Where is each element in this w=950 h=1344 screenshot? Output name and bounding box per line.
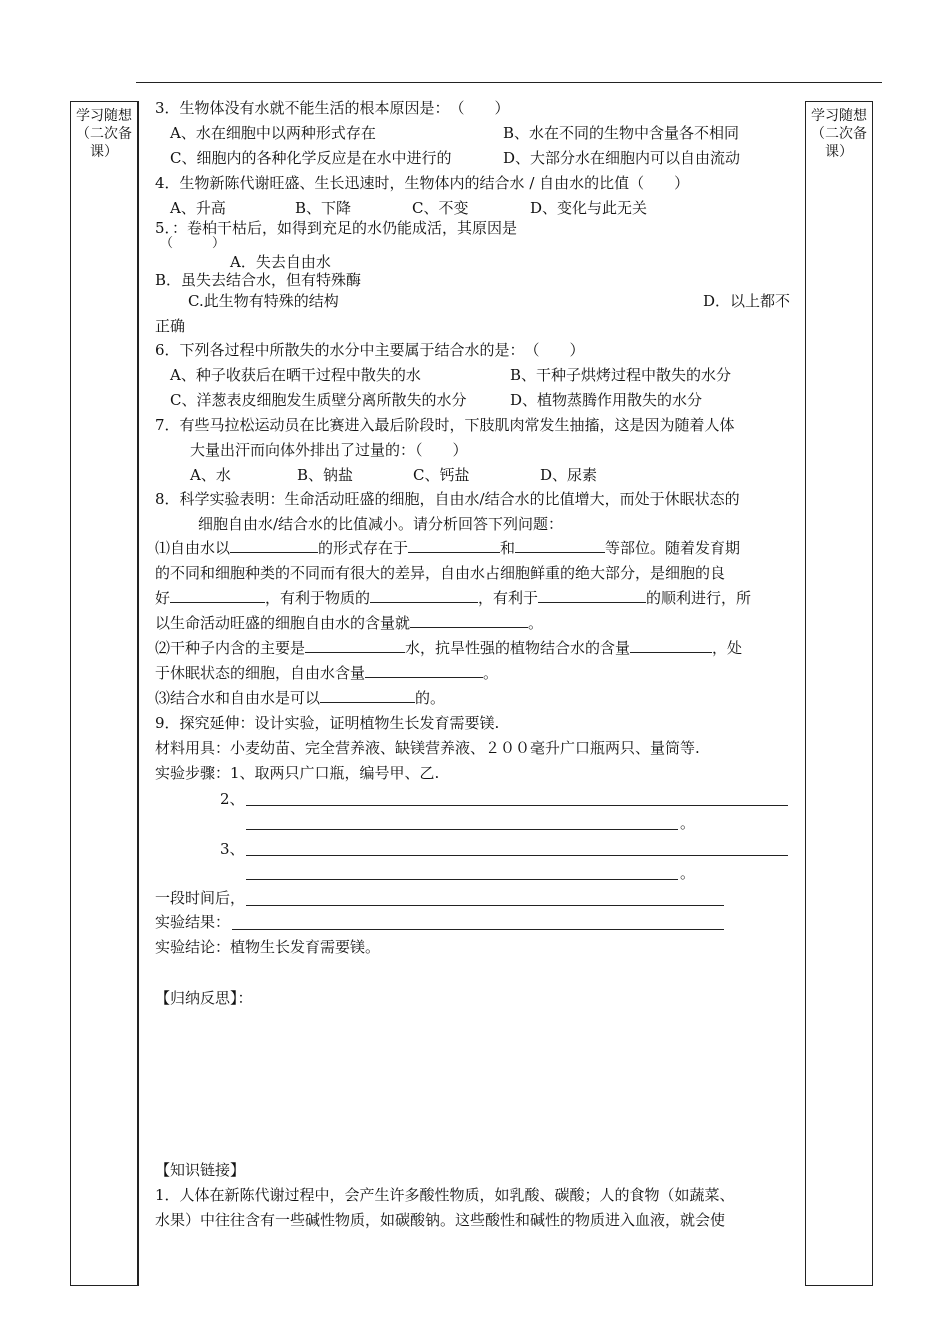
answer-blank[interactable]: [230, 538, 318, 553]
q5-option-a: A．失去自由水: [230, 253, 331, 271]
q3-option-a: A、水在细胞中以两种形式存在: [170, 124, 376, 142]
q7-option-d: D、尿素: [540, 466, 598, 484]
q8-stem-continued: 细胞自由水/结合水的比值减小。请分析回答下列问题：: [198, 515, 564, 533]
answer-line[interactable]: [246, 805, 788, 806]
q4-option-d: D、变化与此无关: [530, 199, 648, 217]
q3-option-d: D、大部分水在细胞内可以自由流动: [503, 149, 741, 167]
q6-option-c: C、洋葱表皮细胞发生质壁分离所散失的水分: [170, 391, 467, 409]
answer-blank[interactable]: [170, 588, 265, 603]
q8-stem: 8．科学实验表明：生命活动旺盛的细胞，自由水/结合水的比值增大，而处于休眠状态的: [155, 490, 740, 508]
q4-option-a: A、升高: [170, 199, 226, 217]
answer-blank[interactable]: [320, 688, 415, 703]
right-notes-title: 学习随想: [811, 108, 867, 124]
q5-stem: 5．：卷柏干枯后，如得到充足的水仍能成活，其原因是: [155, 219, 518, 237]
q9-step2-label: 2、: [220, 790, 245, 808]
q7-option-c: C、钙盐: [413, 466, 470, 484]
right-notes-subtitle: （二次备课）: [811, 126, 867, 160]
q9-steps: 实验步骤：1、取两只广口瓶，编号甲、乙.: [155, 764, 440, 782]
answer-blank[interactable]: [410, 613, 528, 628]
left-notes-subtitle: （二次备课）: [76, 126, 132, 160]
q9-materials: 材料用具：小麦幼苗、完全营养液、缺镁营养液、２００毫升广口瓶两只、量筒等.: [155, 739, 700, 757]
answer-blank[interactable]: [305, 638, 405, 653]
q9-step2-period: 。: [680, 814, 696, 832]
q9-after-period: 一段时间后，: [155, 889, 246, 907]
q5-option-d: D．以上都不: [703, 292, 791, 310]
q9-stem: 9．探究延伸：设计实验，证明植物生长发育需要镁.: [155, 714, 500, 732]
q8-part1-line2: 的不同和细胞种类的不同而有很大的差异，自由水占细胞鲜重的绝大部分，是细胞的良: [155, 564, 726, 582]
q5-option-c: C.此生物有特殊的结构: [188, 292, 339, 310]
q6-option-a: A、种子收获后在晒干过程中散失的水: [170, 366, 421, 384]
knowledge-line1: 1．人体在新陈代谢过程中，会产生许多酸性物质，如乳酸、碳酸；人的食物（如蔬菜、: [155, 1186, 735, 1204]
knowledge-line2: 水果）中往往含有一些碱性物质，如碳酸钠。这些酸性和碱性的物质进入血液，就会使: [155, 1211, 726, 1229]
answer-line[interactable]: [246, 855, 788, 856]
knowledge-heading: 【知识链接】: [155, 1161, 246, 1179]
q3-stem: 3．生物体没有水就不能生活的根本原因是： （ ）: [155, 99, 510, 117]
q6-option-b: B、干种子烘烤过程中散失的水分: [510, 366, 732, 384]
q7-stem-continued: 大量出汗而向体外排出了过量的：（ ）: [190, 441, 468, 459]
q6-option-d: D、植物蒸腾作用散失的水分: [510, 391, 703, 409]
q7-option-a: A、水: [190, 466, 231, 484]
answer-line[interactable]: [246, 879, 678, 880]
answer-line[interactable]: [232, 929, 724, 930]
answer-blank[interactable]: [630, 638, 712, 653]
header-rule: [136, 82, 882, 83]
answer-line[interactable]: [246, 905, 724, 906]
q7-option-b: B、钠盐: [297, 466, 354, 484]
q4-option-c: C、不变: [412, 199, 469, 217]
q9-step3-label: 3、: [220, 840, 245, 858]
q3-option-c: C、细胞内的各种化学反应是在水中进行的: [170, 149, 452, 167]
q5-answer-paren: （ ）: [160, 236, 226, 251]
q8-part3: ⑶结合水和自由水是可以 的。: [155, 689, 446, 707]
q8-part2-line2: 于休眠状态的细胞，自由水含量 。: [155, 664, 499, 682]
answer-blank[interactable]: [408, 538, 500, 553]
content-left-border: [138, 101, 139, 1286]
answer-blank[interactable]: [538, 588, 646, 603]
q4-stem: 4．生物新陈代谢旺盛、生长迅速时，生物体内的结合水 / 自由水的比值（ ）: [155, 174, 690, 192]
q9-conclusion: 实验结论：植物生长发育需要镁。: [155, 938, 381, 956]
left-notes-column: [70, 101, 138, 1286]
answer-blank[interactable]: [365, 663, 483, 678]
q8-part1-line1: ⑴自由水以 的形式存在于 和 等部位。随着发育期: [155, 539, 741, 557]
reflection-heading: 【归纳反思】：: [155, 989, 253, 1007]
q8-part1-line4: 以生命活动旺盛的细胞自由水的含量就 。: [155, 614, 544, 632]
q9-step3-period: 。: [680, 864, 696, 882]
q4-option-b: B、下降: [295, 199, 352, 217]
q7-stem: 7．有些马拉松运动员在比赛进入最后阶段时，下肢肌肉常发生抽搐，这是因为随着人体: [155, 416, 735, 434]
q6-stem: 6．下列各过程中所散失的水分中主要属于结合水的是： （ ）: [155, 341, 585, 359]
q8-part2-line1: ⑵干种子内含的主要是 水，抗旱性强的植物结合水的含量 ，处: [155, 639, 743, 657]
q5-option-b: B．虽失去结合水，但有特殊酶: [155, 271, 362, 289]
right-notes-column: [805, 101, 873, 1286]
q9-result: 实验结果：: [155, 913, 231, 931]
answer-blank[interactable]: [515, 538, 605, 553]
left-notes-title: 学习随想: [76, 108, 132, 124]
q3-option-b: B、水在不同的生物中含量各不相同: [503, 124, 740, 142]
q8-part1-line3: 好 ，有利于物质的 ，有利于 的顺利进行，所: [155, 589, 752, 607]
answer-blank[interactable]: [370, 588, 478, 603]
q5-option-d-continued: 正确: [155, 317, 186, 335]
answer-line[interactable]: [246, 829, 678, 830]
